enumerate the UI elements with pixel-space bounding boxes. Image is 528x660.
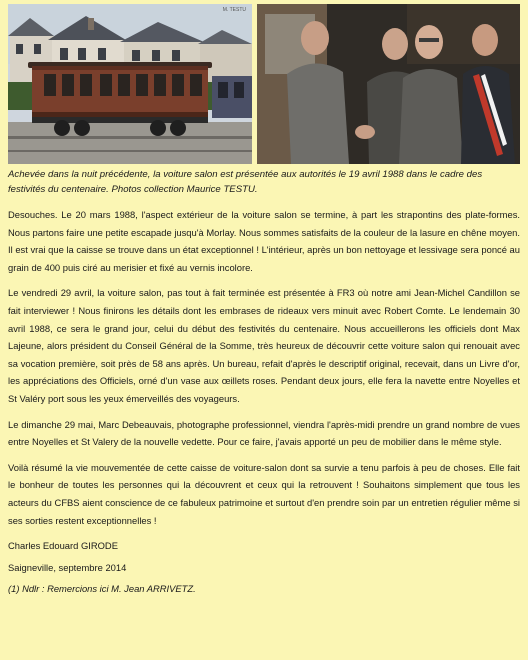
photo-strip <box>8 4 520 164</box>
paragraph: Le dimanche 29 mai, Marc Debeauvais, photographe professionnel, viendra l'après-midi prendre un grand nombre de vues entre Noyelles et St Valery de la nouvelle vedette. Pour ce faire, j'avais apporté un peu de mobilier dans le même style. <box>8 418 520 448</box>
paragraph: Le vendredi 29 avril, la voiture salon, pas tout à fait terminée est présentée à FR3 où notre ami Jean-Michel Candillon se fait interviewer ! Nous finirons les détails dont les embrases de rideaux vers minuit avec Robert Comte. Le lendemain 30 avril 1988, ce sera le grand jour, celui du début des festivités du centenaire. Nous accueillerons les officiels dont Max Lajeune, alors président du Conseil Général de la Somme, très heureux de découvrir cette voiture salon qui renouait avec sa vocation première, soit près de 58 ans après. Un bureau, refait d'après le descriptif original, recevait, dans un Livre d'or, les appréciations des Officiels, orné d'un vase aux œillets roses. Pendant deux jours, elle fera la navette entre Noyelles et St Valéry port sous les yeux émerveillés des voyageurs. <box>8 287 520 404</box>
author-name: Charles Edouard GIRODE <box>8 540 118 552</box>
paragraph: Desouches. Le 20 mars 1988, l'aspect extérieur de la voiture salon se termine, à part les strapontins des plate-formes. Nous partons faire une petite escapade jusqu'à Morlay. Nous sommes satisfaits de la couleur de la lasure en chêne moyen. Il est vrai que la caisse se trouve dans un état exceptionnel ! L'intérieur, après un bon nettoyage et lessivage sera poncé au grain de 400 puis ciré au merisier et fixé au vernis incolore. <box>8 209 520 273</box>
photo-caption: Achevée dans la nuit précédente, la voiture salon est présentée aux autorités le 19 avril 1988 dans le cadre des festivités du centenaire. Photos collection Maurice TESTU. <box>8 169 483 195</box>
carriage-photo <box>8 4 252 164</box>
article-body <box>8 206 520 602</box>
place-date: Saigneville, septembre 2014 <box>8 561 127 573</box>
officials-photo <box>257 4 520 164</box>
officials-photo-image <box>257 4 520 164</box>
carriage-photo-image <box>8 4 252 164</box>
photo-credit-mark: M. TESTU <box>222 7 246 13</box>
paragraph: Voilà résumé la vie mouvementée de cette caisse de voiture-salon dont sa survie a tenu parfois à peu de choses. Elle fait le bonheur de toutes les personnes qui la découvrent et ceux qui la retrouvent ! Souhaitons simplement que tous les acteurs du CFBS aient conscience de ce fabuleux patrimoine et surtout d'en prendre soin par un entretien régulier même si ses sorties restent exceptionnelles ! <box>8 461 520 526</box>
footnote: (1) Ndlr : Remercions ici M. Jean ARRIVETZ. <box>8 583 196 595</box>
